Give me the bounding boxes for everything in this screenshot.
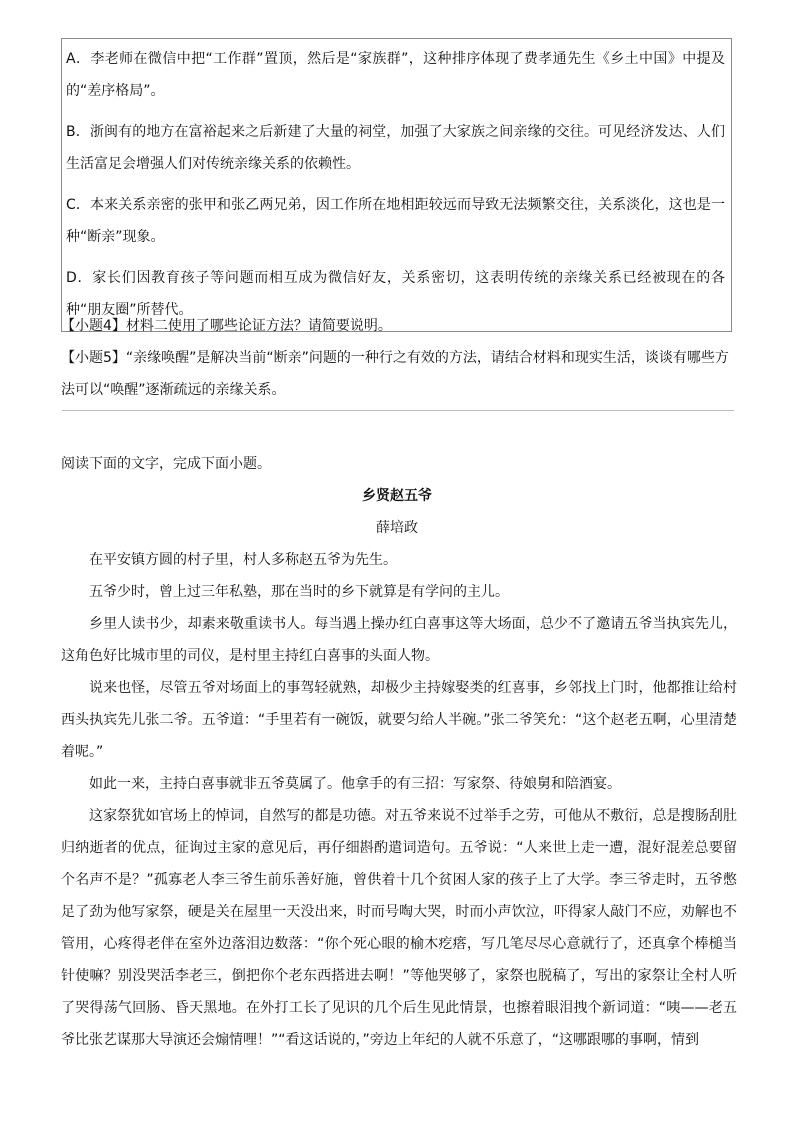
article-title: 乡贤赵五爷	[362, 488, 432, 504]
article-author: 薛培政	[376, 520, 418, 536]
option-a: A．李老师在微信中把“工作群”置顶，然后是“家族群”，这种排序体现了费孝通先生《乡土中国》中提及的“差序格局”。	[66, 51, 725, 99]
question-4: 【小题4】材料二使用了哪些论证方法？请简要说明。	[61, 318, 392, 334]
option-c: C．本来关系亲密的张甲和张乙两兄弟，因工作所在地相距较远而导致无法频繁交往，关系淡化，这也是一种“断亲”现象。	[66, 197, 725, 245]
paragraph: 五爷少时，曾上过三年私塾，那在当时的乡下就算是有学问的主儿。	[89, 584, 509, 600]
reading-instruction: 阅读下面的文字，完成下面小题。	[61, 456, 271, 472]
option-row-a	[62, 39, 732, 113]
paragraph: 说来也怪，尽管五爷对场面上的事驾轻就熟，却极少主持嫁娶类的红喜事，乡邻找上门时，他都推让给村西头执宾先儿张二爷。五爷道：“手里若有一碗饭，就要匀给人半碗。”张二爷笑允：“这个赵老五啊，心里清楚着呢。”	[61, 680, 737, 760]
paragraph: 乡里人读书少，却素来敬重读书人。每当遇上操办红白喜事这等大场面，总少不了邀请五爷当执宾先儿，这角色好比城市里的司仪，是村里主持红白喜事的头面人物。	[61, 616, 737, 664]
option-row-b	[62, 112, 732, 185]
option-b: B．浙闽有的地方在富裕起来之后新建了大量的祠堂，加强了大家族之间亲缘的交往。可见经济发达、人们生活富足会增强人们对传统亲缘关系的依赖性。	[66, 124, 725, 172]
question-5: 【小题5】“亲缘唤醒”是解决当前“断亲”问题的一种行之有效的方法，请结合材料和现实生活，谈谈有哪些方法可以“唤醒”逐渐疏远的亲缘关系。	[61, 350, 729, 398]
paragraph: 如此一来，主持白喜事就非五爷莫属了。他拿手的有三招：写家祭、待娘舅和陪酒宴。	[89, 776, 621, 792]
paragraph: 在平安镇方圆的村子里，村人多称赵五爷为先生。	[89, 552, 397, 568]
paragraph: 这家祭犹如官场上的悼词，自然写的都是功德。对五爷来说不过举手之劳，可他从不敷衍，总是搜肠刮肚归纳逝者的优点，征询过主家的意见后，再仔细斟酌遣词造句。五爷说：“人来世上走一遭，混好混差总要留个名声不是？”孤寡老人李三爷生前乐善好施，曾供着十几个贫困人家的孩子上了大学。李三爷走时，五爷憋足了劲为他写家祭，硬是关在屋里一天没出来，时而号啕大哭，时而小声饮泣，吓得家人敲门不应，劝解也不管用，心疼得老伴在室外边落泪边数落：“你个死心眼的榆木疙瘩，写几笔尽尽心意就行了，还真拿个棒槌当针使嘛？别没哭活李老三，倒把你个老东西搭进去啊！”等他哭够了，家祭也脱稿了，写出的家祭让全村人听了哭得荡气回肠、昏天黑地。在外打工长了见识的几个后生见此情景，也擦着眼泪拽个新词道：“咦——老五爷比张艺谋那大导演还会煽情哩！”“看这话说的，”旁边上年纪的人就不乐意了，“这哪跟哪的事啊，情到	[61, 808, 737, 1048]
option-d: D．家长们因教育孩子等问题而相互成为微信好友，关系密切，这表明传统的亲缘关系已经被现在的各种“朋友圈”所替代。	[66, 270, 725, 318]
option-row-c	[62, 185, 732, 258]
article-body	[61, 544, 737, 1056]
section-divider	[62, 410, 734, 411]
options-table	[61, 38, 732, 332]
